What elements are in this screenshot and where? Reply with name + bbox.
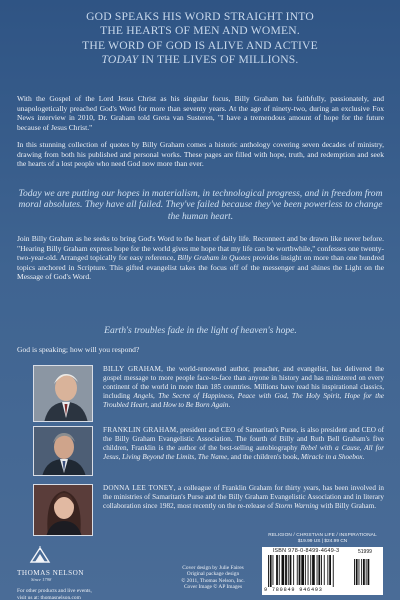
barcode-block <box>262 533 383 595</box>
book-category: RELIGION / CHRISTIAN LIFE / INSPIRATIONAL <box>268 533 377 538</box>
join-paragraph <box>17 234 384 282</box>
barcode-number: 9 780849 946493 <box>264 587 323 593</box>
franklin-graham-bio <box>103 426 384 462</box>
franklin-graham-photo <box>33 426 93 476</box>
book-title: Billy Graham in Quotes <box>177 253 251 262</box>
bio-text-b: and <box>149 401 164 410</box>
bio-text-a: , a colleague of Franklin Graham for thirty years, has been involved in the ministries of Samaritan's Purse and the Billy Graham Evangelistic Association and in literary collaboration since 1982, most recently on the re-release of <box>103 484 384 511</box>
bio-text-b: and the children's book, <box>228 453 301 462</box>
publisher-block <box>17 545 97 600</box>
bio-works-2: Miracle in a Shoebox <box>300 453 363 462</box>
barcode-icon <box>266 555 380 587</box>
headline-today: TODAY <box>101 52 139 66</box>
bio-works: Rebel with a Cause, All for Jesus, Living Beyond the Limits, The Name, <box>103 444 385 462</box>
bio-text-a: , president and CEO of Samaritan's Purse, is also president and CEO of the Billy Graham Evangelistic Association. The fourth of Billy and Ruth Bell Graham's five children, Franklin is the author of the best-selling autobiography <box>103 426 384 453</box>
cover-credits <box>170 565 256 591</box>
join-paragraph-a: Join Billy Graham as he seeks to bring God's Word to the heart of daily life. Reconnect and be drawn like never before. "Hearing Billy Graham express hope for the world gives me hope that my life can be worthwhile," confesses one twenty-two-year-old. Arranged topically for easy reference, <box>17 234 384 262</box>
credit-line-3: © 2011, Thomas Nelson, Inc. <box>181 577 245 584</box>
headline-line-1: GOD SPEAKS HIS WORD STRAIGHT INTO <box>86 10 314 23</box>
barcode-panel <box>262 547 383 595</box>
join-paragraph-b: provides insight on more than one hundred topics anchored in Scripture. This gifted evangelist takes the focus off of the messenger and shines the Light on the Message of God's Word. <box>17 253 384 281</box>
bio-text-c: . <box>362 453 365 462</box>
bio-works: Angels, The Secret of Happiness, Peace with God, The Holy Spirit, Hope for the Troubled Heart, <box>103 392 384 410</box>
headline-line-4 <box>20 53 380 67</box>
bio-name: DONNA LEE TONEY <box>103 484 174 492</box>
donna-lee-toney-photo <box>33 484 93 536</box>
anthology-paragraph: In this stunning collection of quotes by Billy Graham comes a historic anthology covering seven decades of ministry, drawing from both his published and personal works. These pages are filled with hope, truth, and redemption and seek the hearts of a lost people who need God now more than ever. <box>17 140 384 168</box>
pull-quote-2: Earth's troubles fade in the light of heaven's hope. <box>104 325 297 336</box>
donna-lee-toney-bio <box>103 484 384 511</box>
visit-line-2: visit us at: thomasnelson.com <box>17 594 81 600</box>
billy-graham-bio <box>103 365 384 410</box>
visit-line-1: For other products and live events, <box>17 588 92 594</box>
credit-line-1: Cover design by Julie Faires <box>182 565 244 571</box>
bio-billy-graham <box>33 365 384 425</box>
headline-line-4-rest: IN THE LIVES OF MILLIONS. <box>138 52 299 66</box>
pull-quote: Today we are putting our hopes in materialism, in technological progress, and in freedom from moral absolutes. They have all failed. They've failed because they've been powerless to change the human heart. <box>18 188 383 222</box>
price-code: 51999 <box>358 549 372 555</box>
publisher-visit <box>17 588 97 600</box>
isbn-label: ISBN 978-0-8499-4649-3 <box>272 548 340 554</box>
bio-works: Storm Warning <box>275 502 319 511</box>
bio-name: BILLY GRAHAM <box>103 365 162 373</box>
headline <box>20 10 380 67</box>
bio-name: FRANKLIN GRAHAM <box>103 426 177 434</box>
publisher-name: THOMAS NELSON <box>17 569 84 577</box>
credit-line-2: Original package design <box>186 571 240 578</box>
headline-line-3: THE WORD OF GOD IS ALIVE AND ACTIVE <box>82 38 318 52</box>
bio-franklin-graham <box>33 426 384 481</box>
bio-text-a: , the world-renowned author, preacher, and evangelist, has delivered the gospel message to more people face-to-face than anyone in history and has ministered on every continent of the world in more than 185 countries. Millions have read his inspirational classics, including <box>103 365 384 401</box>
billy-graham-photo <box>33 365 93 422</box>
bio-works-2: How to Be Born Again <box>163 401 229 410</box>
credit-line-4: Cover Image © AP Images <box>183 584 243 591</box>
thomas-nelson-logo-icon <box>29 545 51 563</box>
bio-donna-lee-toney <box>33 484 384 539</box>
question-line: God is speaking; how will you respond? <box>17 345 140 354</box>
headline-line-2: THE HEARTS OF MEN AND WOMEN. <box>100 24 300 38</box>
publisher-since: Since 1798 <box>31 577 52 582</box>
bio-text-c: . <box>228 401 231 410</box>
bio-text-b: with Billy Graham. <box>318 502 377 511</box>
intro-paragraph: With the Gospel of the Lord Jesus Christ as his singular focus, Billy Graham has faithfully, passionately, and unapologetically preached God's Word for more than seventy years. At the age of ninety-two, during an exclusive Fox News interview in 2010, Dr. Graham told Greta van Susteren, "I have a tremendous amount of hope for the future because of Jesus Christ." <box>17 94 384 132</box>
book-prices: $19.99 US | $24.99 CN <box>297 539 348 544</box>
